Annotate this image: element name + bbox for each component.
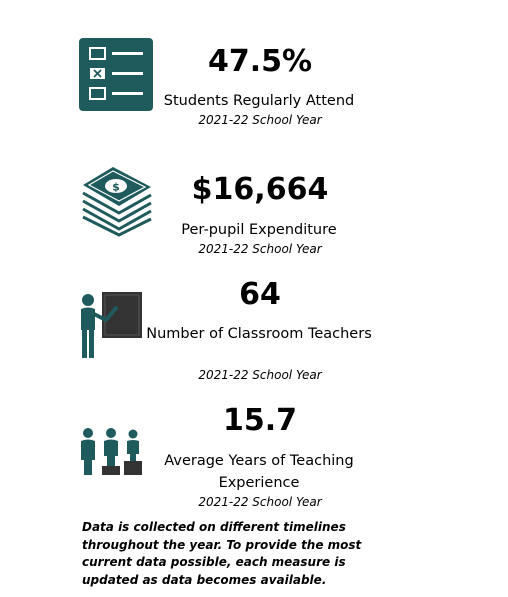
- stat-value: 64: [239, 277, 281, 312]
- stat-label: Students Regularly Attend: [163, 93, 355, 109]
- stat-label: Number of Classroom Teachers: [146, 326, 372, 342]
- stat-value: $16,664: [191, 172, 329, 207]
- stat-year: 2021-22 School Year: [198, 113, 322, 127]
- stat-value: 47.5%: [207, 44, 313, 79]
- svg-text:$: $: [112, 180, 120, 194]
- stat-year: 2021-22 School Year: [198, 368, 322, 382]
- stat-label: Per-pupil Expenditure: [181, 222, 337, 238]
- stat-year: 2021-22 School Year: [198, 495, 322, 509]
- data-timeline-note: Data is collected on different timelines throughout the year. To provide the most current data possible, each measure is updated as data becomes available.: [82, 520, 362, 587]
- stat-year: 2021-22 School Year: [198, 242, 322, 256]
- stat-value: 15.7: [222, 403, 298, 438]
- stat-label: Average Years of Teaching Experience: [164, 453, 354, 491]
